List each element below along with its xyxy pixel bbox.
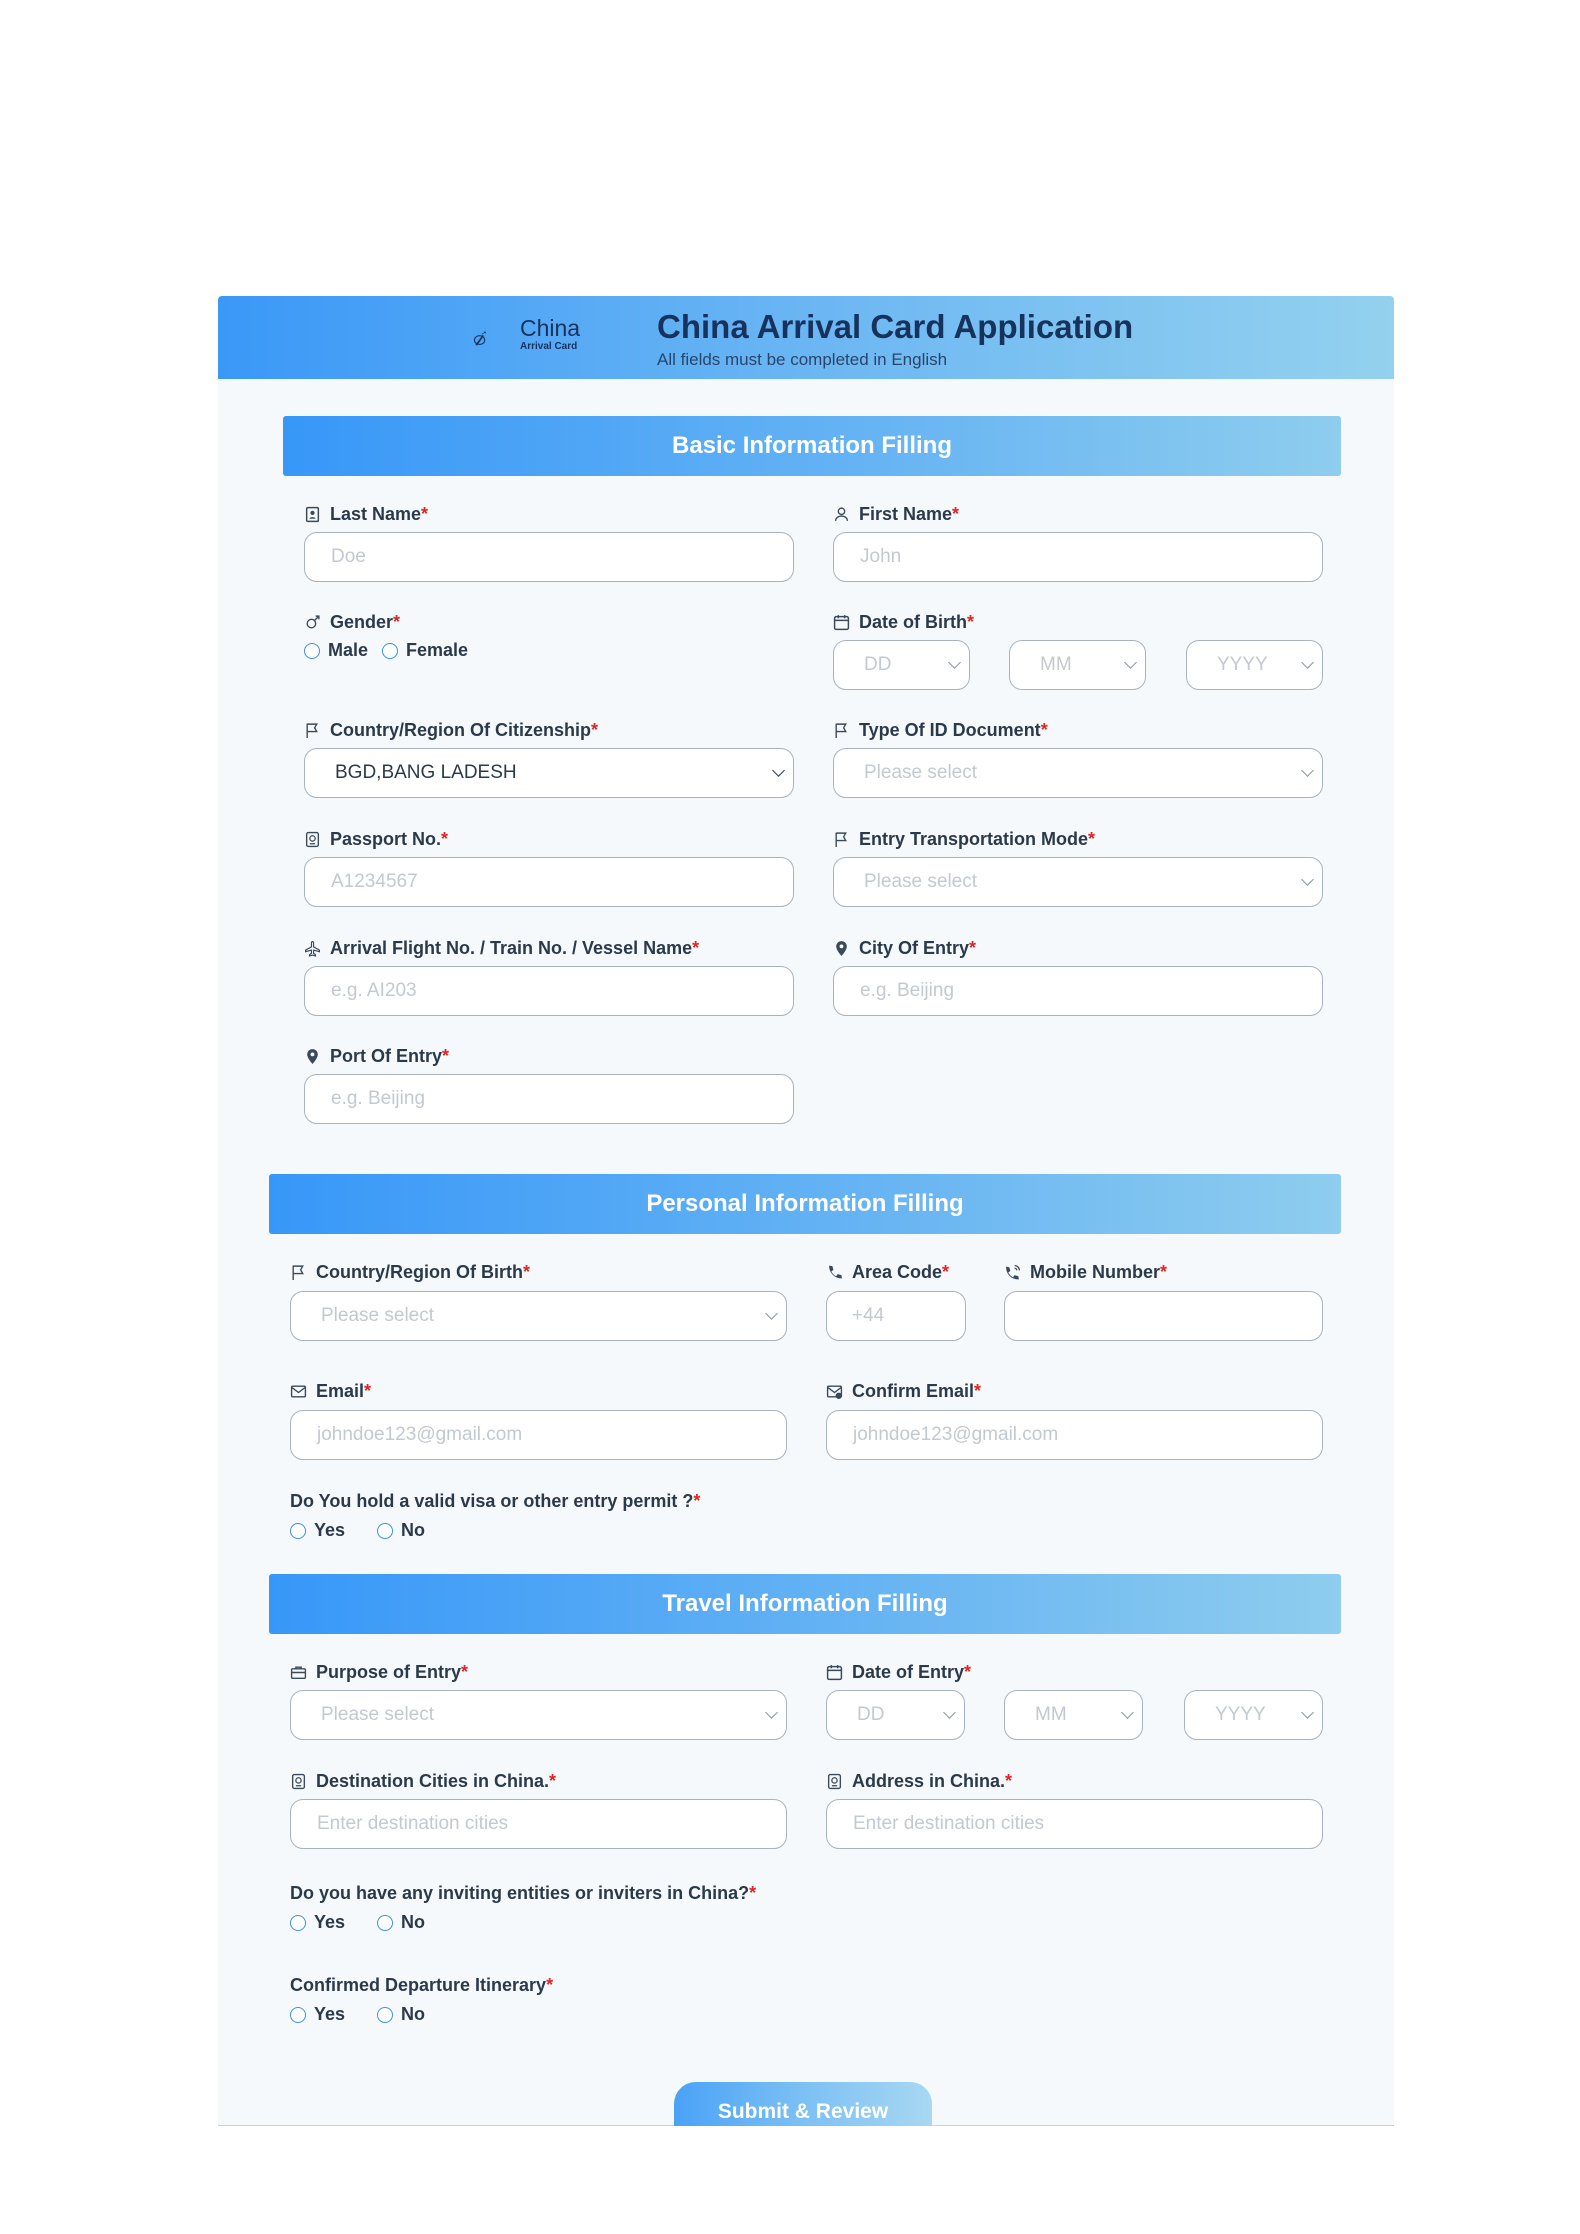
logo-text: China [520, 315, 581, 341]
radio-circle-icon[interactable] [290, 1523, 306, 1539]
entry-day-select[interactable]: DD [826, 1690, 965, 1740]
airplane-icon [304, 940, 321, 957]
gender-male-radio[interactable]: Male [304, 640, 368, 661]
radio-circle-icon[interactable] [290, 2007, 306, 2023]
chevron-down-icon [1301, 1706, 1314, 1719]
envelope-check-icon [826, 1383, 843, 1400]
last-name-input[interactable]: Doe [304, 532, 794, 582]
gender-icon [304, 614, 321, 631]
address-input[interactable]: Enter destination cities [826, 1799, 1323, 1849]
flag-icon [833, 722, 850, 739]
id-type-select[interactable]: Please select [833, 748, 1323, 798]
visa-no-radio[interactable]: No [377, 1520, 425, 1541]
inviters-yes-radio[interactable]: Yes [290, 1912, 345, 1933]
flag-icon [304, 722, 321, 739]
transport-label: Entry Transportation Mode * [833, 829, 1095, 850]
chevron-down-icon [765, 1706, 778, 1719]
entry-date-label: Date of Entry * [826, 1662, 971, 1683]
departure-question-label: Confirmed Departure Itinerary * [290, 1975, 554, 1995]
dob-year-select[interactable]: YYYY [1186, 640, 1323, 690]
visa-question-label: Do You hold a valid visa or other entry permit ? * [290, 1491, 701, 1511]
first-name-input[interactable]: John [833, 532, 1323, 582]
passport-icon [290, 1773, 307, 1790]
entry-month-select[interactable]: MM [1004, 1690, 1143, 1740]
visa-yes-radio[interactable]: Yes [290, 1520, 345, 1541]
purpose-label: Purpose of Entry * [290, 1662, 468, 1683]
mobile-label: Mobile Number * [1004, 1262, 1167, 1283]
section-personal-header: Personal Information Filling [269, 1174, 1341, 1234]
dob-month-select[interactable]: MM [1009, 640, 1146, 690]
radio-circle-icon[interactable] [290, 1915, 306, 1931]
phone-call-icon [1004, 1264, 1021, 1281]
envelope-icon [290, 1383, 307, 1400]
inviters-radio-group [290, 1912, 449, 1933]
chevron-down-icon [772, 764, 785, 777]
transport-select[interactable]: Please select [833, 857, 1323, 907]
flight-input[interactable]: e.g. AI203 [304, 966, 794, 1016]
application-card [218, 296, 1394, 2126]
chevron-down-icon [948, 656, 961, 669]
location-pin-icon [833, 940, 850, 957]
gender-radio-group [304, 640, 492, 661]
birth-country-select[interactable]: Please select [290, 1291, 787, 1341]
purpose-select[interactable]: Please select [290, 1690, 787, 1740]
dob-label: Date of Birth * [833, 612, 974, 633]
mobile-input[interactable] [1004, 1291, 1323, 1341]
departure-radio-group [290, 2004, 449, 2025]
chevron-down-icon [765, 1307, 778, 1320]
city-entry-label: City Of Entry * [833, 938, 976, 959]
gender-label: Gender * [304, 612, 400, 633]
calendar-icon [833, 614, 850, 631]
calendar-icon [826, 1664, 843, 1681]
gender-female-radio[interactable]: Female [382, 640, 468, 661]
destination-input[interactable]: Enter destination cities [290, 1799, 787, 1849]
dob-day-select[interactable]: DD [833, 640, 970, 690]
entry-year-select[interactable]: YYYY [1184, 1690, 1323, 1740]
port-entry-input[interactable]: e.g. Beijing [304, 1074, 794, 1124]
passport-input[interactable]: A1234567 [304, 857, 794, 907]
citizenship-label: Country/Region Of Citizenship * [304, 720, 598, 741]
flag-icon [290, 1264, 307, 1281]
id-type-label: Type Of ID Document * [833, 720, 1048, 741]
section-travel-header: Travel Information Filling [269, 1574, 1341, 1634]
flight-label: Arrival Flight No. / Train No. / Vessel Name * [304, 938, 699, 959]
passport-icon [826, 1773, 843, 1790]
inviters-no-radio[interactable]: No [377, 1912, 425, 1933]
flag-icon [833, 831, 850, 848]
page-title: China Arrival Card Application [657, 308, 1134, 345]
email-input[interactable]: johndoe123@gmail.com [290, 1410, 787, 1460]
confirm-email-input[interactable]: johndoe123@gmail.com [826, 1410, 1323, 1460]
person-icon [833, 506, 850, 523]
destination-label: Destination Cities in China. * [290, 1771, 556, 1792]
app-header [218, 296, 1394, 379]
china-logo-icon [473, 316, 517, 362]
inviters-question-label: Do you have any inviting entities or inviters in China? * [290, 1883, 757, 1903]
citizenship-select[interactable]: BGD,BANG LADESH [304, 748, 794, 798]
chevron-down-icon [1121, 1706, 1134, 1719]
page-subtitle: All fields must be completed in English [657, 350, 948, 369]
chevron-down-icon [1124, 656, 1137, 669]
id-card-icon [304, 506, 321, 523]
radio-circle-icon[interactable] [377, 1915, 393, 1931]
departure-no-radio[interactable]: No [377, 2004, 425, 2025]
chevron-down-icon [943, 1706, 956, 1719]
area-code-label: Area Code * [826, 1262, 949, 1283]
location-pin-icon [304, 1048, 321, 1065]
chevron-down-icon [1301, 656, 1314, 669]
first-name-label: First Name * [833, 504, 959, 525]
passport-icon [304, 831, 321, 848]
area-code-input[interactable]: +44 [826, 1291, 966, 1341]
radio-circle-icon[interactable] [377, 1523, 393, 1539]
chevron-down-icon [1301, 764, 1314, 777]
radio-circle-icon[interactable] [377, 2007, 393, 2023]
departure-yes-radio[interactable]: Yes [290, 2004, 345, 2025]
port-entry-label: Port Of Entry * [304, 1046, 449, 1067]
confirm-email-label: Confirm Email * [826, 1381, 981, 1402]
last-name-label: Last Name * [304, 504, 428, 525]
radio-circle-icon[interactable] [382, 643, 398, 659]
logo-subtext: Arrival Card [520, 341, 578, 352]
radio-circle-icon[interactable] [304, 643, 320, 659]
passport-label: Passport No. * [304, 829, 448, 850]
submit-review-button[interactable]: Submit & Review [674, 2082, 932, 2126]
birth-country-label: Country/Region Of Birth * [290, 1262, 530, 1283]
email-label: Email * [290, 1381, 371, 1402]
address-label: Address in China. * [826, 1771, 1012, 1792]
visa-radio-group [290, 1520, 449, 1541]
chevron-down-icon [1301, 873, 1314, 886]
briefcase-icon [290, 1664, 307, 1681]
city-entry-input[interactable]: e.g. Beijing [833, 966, 1323, 1016]
section-basic-header: Basic Information Filling [283, 416, 1341, 476]
phone-icon [826, 1264, 843, 1281]
